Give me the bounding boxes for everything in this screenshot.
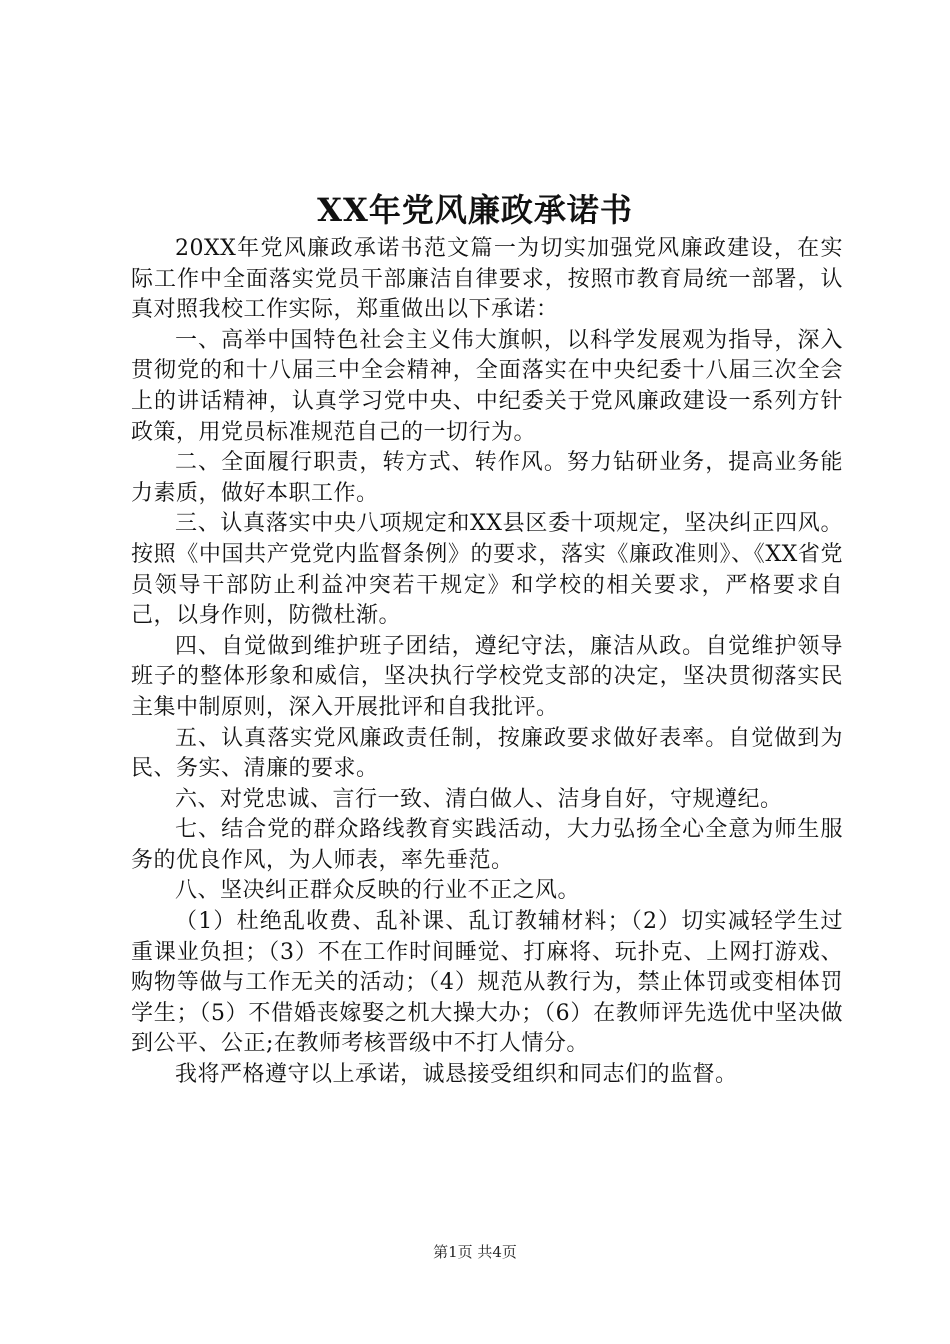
paragraph-item-6: 六、对党忠诚、言行一致、清白做人、洁身自好，守规遵纪。	[175, 786, 783, 812]
paragraph-closing: 我将严格遵守以上承诺，诚恳接受组织和同志们的监督。	[175, 1062, 738, 1088]
paragraph-sub-items: （1）杜绝乱收费、乱补课、乱订教辅材料；（2）切实减轻学生过重课业负担；（3）不在工作时间睡觉、打麻将、玩扑克、上网打游戏、购物等做与工作无关的活动；（4）规范从教行为，禁止体罚或变相体罚学生；（5）不借婚丧嫁娶之机大操大办；（6）在教师评先选优中坚决做到公平、公正;在教师考核晋级中不打人情分。	[131, 909, 843, 1057]
paragraph-item-3: 三、认真落实中央八项规定和XX县区委十项规定，坚决纠正四风。按照《中国共产党党内监督条例》的要求，落实《廉政准则》、《XX省党员领导干部防止利益冲突若干规定》和学校的相关要求，严格要求自己，以身作则，防微杜渐。	[131, 511, 843, 629]
paragraph-item-4: 四、自觉做到维护班子团结，遵纪守法，廉洁从政。自觉维护领导班子的整体形象和威信，坚决执行学校党支部的决定，坚决贯彻落实民主集中制原则，深入开展批评和自我批评。	[131, 633, 843, 720]
paragraph-item-8: 八、坚决纠正群众反映的行业不正之风。	[175, 878, 581, 904]
document-title: XX年党风廉政承诺书	[317, 191, 633, 229]
page-number-footer: 第1页 共4页	[433, 1243, 517, 1261]
paragraph-item-1: 一、高举中国特色社会主义伟大旗帜，以科学发展观为指导，深入贯彻党的和十八届三中全会精神，全面落实在中央纪委十八届三次全会上的讲话精神，认真学习党中央、中纪委关于党风廉政建设一系列方针政策，用党员标准规范自己的一切行为。	[131, 327, 843, 445]
paragraph-intro: 20XX年党风廉政承诺书范文篇一为切实加强党风廉政建设，在实际工作中全面落实党员干部廉洁自律要求，按照市教育局统一部署，认真对照我校工作实际，郑重做出以下承诺：	[131, 236, 843, 323]
paragraph-item-5: 五、认真落实党风廉政责任制，按廉政要求做好表率。自觉做到为民、务实、清廉的要求。	[131, 725, 843, 782]
document-body	[131, 234, 843, 1091]
paragraph-item-2: 二、全面履行职责，转方式、转作风。努力钻研业务，提高业务能力素质，做好本职工作。	[131, 450, 843, 506]
paragraph-item-7: 七、结合党的群众路线教育实践活动，大力弘扬全心全意为师生服务的优良作风，为人师表，率先垂范。	[131, 817, 843, 873]
